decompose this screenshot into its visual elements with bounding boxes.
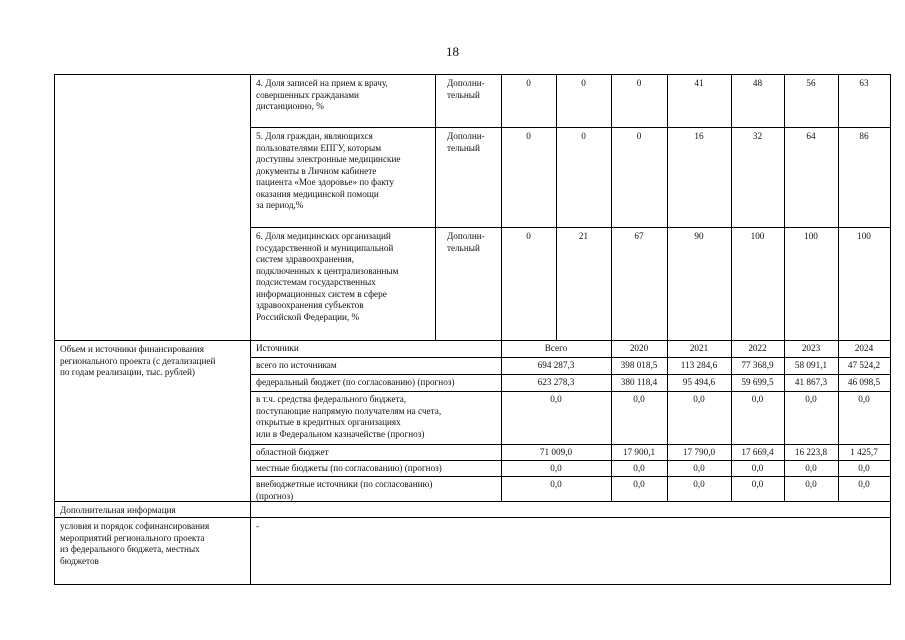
indicator-type: тельный bbox=[447, 142, 480, 153]
indicator-type: Дополни- bbox=[447, 131, 485, 141]
financing-year-value: 41 867,3 bbox=[794, 377, 828, 387]
table-right-border bbox=[890, 74, 891, 585]
table-top-border bbox=[54, 74, 891, 75]
financing-total: 0,0 bbox=[550, 463, 562, 473]
financing-year-value: 47 524,2 bbox=[847, 360, 881, 370]
indicator-type: тельный bbox=[447, 242, 480, 253]
indicator-value: 64 bbox=[806, 131, 816, 141]
indicator-value: 16 bbox=[694, 131, 704, 141]
financing-year-value: 17 669,4 bbox=[741, 447, 774, 457]
indicator-name: документы в Личном кабинете bbox=[256, 165, 377, 176]
year-header: 2022 bbox=[748, 343, 767, 353]
table-bottom-border bbox=[54, 584, 891, 585]
indicator-name: 6. Доля медицинских организаций bbox=[256, 231, 391, 241]
indicator-value: 56 bbox=[806, 78, 816, 88]
year-header: 2024 bbox=[854, 343, 874, 353]
financing-row-divider bbox=[250, 460, 891, 461]
indicator-name: Российской Федерации, % bbox=[256, 311, 360, 322]
indicator-column-border bbox=[501, 74, 502, 341]
indicator-value: 0 bbox=[581, 131, 586, 141]
financing-year-value: 17 790,0 bbox=[682, 447, 716, 457]
indicator-name: систем здравоохранения, bbox=[256, 254, 354, 264]
financing-source: федеральный бюджет (по согласованию) (прогноз) bbox=[256, 377, 455, 387]
financing-total: 694 287,3 bbox=[537, 360, 575, 370]
financing-year-value: 46 098,5 bbox=[847, 377, 881, 387]
financing-year-value: 0,0 bbox=[805, 479, 817, 489]
page-number: 18 bbox=[446, 44, 459, 59]
financing-total: 623 278,3 bbox=[537, 377, 575, 387]
indicator-value: 86 bbox=[859, 131, 869, 141]
additional-info-heading: Дополнительная информация bbox=[60, 505, 176, 515]
financing-label: Объем и источники финансирования bbox=[60, 344, 204, 354]
financing-year-value: 16 223,8 bbox=[794, 447, 828, 457]
indicator-type: Дополни- bbox=[447, 231, 485, 241]
financing-source: открытые в кредитных организациях bbox=[256, 417, 401, 427]
cofinancing-value: - bbox=[256, 521, 260, 531]
indicator-type: тельный bbox=[447, 89, 480, 100]
indicator-value: 0 bbox=[526, 78, 531, 88]
indicator-value: 0 bbox=[526, 231, 531, 241]
financing-total: 0,0 bbox=[550, 394, 562, 404]
financing-year-value: 59 699,5 bbox=[741, 377, 774, 387]
indicator-name: 4. Доля записей на прием к врачу, bbox=[256, 78, 388, 88]
financing-row-divider bbox=[250, 391, 891, 392]
financing-label: регионального проекта (с детализацией bbox=[60, 355, 216, 366]
indicator-name: подсистемам государственных bbox=[256, 277, 376, 287]
indicator-value: 32 bbox=[752, 131, 763, 141]
financing-year-value: 0,0 bbox=[805, 394, 817, 404]
indicator-value: 90 bbox=[694, 231, 704, 241]
indicator-name: дистанционно, % bbox=[256, 101, 324, 111]
indicator-name: оказания медицинской помощи bbox=[256, 188, 379, 199]
financing-year-value: 0,0 bbox=[633, 394, 645, 404]
financing-source: поступающие напрямую получателям на счета, bbox=[256, 405, 442, 416]
financing-year-value: 380 118,4 bbox=[620, 377, 658, 387]
financing-year-value: 0,0 bbox=[858, 479, 870, 489]
indicator-column-border bbox=[731, 74, 732, 341]
financing-year-value: 58 091,1 bbox=[794, 360, 828, 370]
financing-year-value: 77 368,9 bbox=[741, 360, 774, 370]
table-left-border bbox=[54, 74, 55, 585]
financing-total: 0,0 bbox=[550, 479, 562, 489]
indicator-value: 63 bbox=[859, 78, 869, 88]
indicator-value: 0 bbox=[581, 78, 586, 88]
financing-year-value: 17 900,1 bbox=[622, 447, 656, 457]
year-header: 2020 bbox=[629, 343, 649, 353]
indicator-value: 0 bbox=[526, 131, 531, 141]
financing-year-value: 0,0 bbox=[858, 394, 870, 404]
financing-source: областной бюджет bbox=[256, 447, 329, 457]
label-column-border bbox=[250, 74, 251, 518]
indicator-name: пациента «Мое здоровье» по факту bbox=[256, 177, 395, 187]
cofinancing-label: бюджетов bbox=[60, 555, 99, 566]
indicator-name: 5. Доля граждан, являющихся bbox=[256, 131, 373, 141]
financing-row-divider bbox=[250, 357, 891, 358]
indicator-column-border bbox=[435, 74, 436, 341]
financing-source: всего по источникам bbox=[256, 360, 337, 370]
indicator-row-divider bbox=[250, 227, 891, 228]
financing-year-value: 0,0 bbox=[751, 463, 764, 473]
indicator-name: совершенных гражданами bbox=[256, 89, 359, 100]
indicator-value: 0 bbox=[636, 131, 642, 141]
financing-year-value: 113 284,6 bbox=[680, 360, 718, 370]
financing-year-value: 1 425,7 bbox=[850, 447, 878, 457]
financing-year-value: 0,0 bbox=[858, 463, 870, 473]
cofinancing-label: условия и порядок софинансирования bbox=[60, 521, 210, 531]
indicator-name: доступны электронные медицинские bbox=[256, 154, 401, 164]
financing-year-value: 95 494,6 bbox=[682, 377, 716, 387]
indicator-column-border bbox=[838, 74, 839, 341]
indicator-value: 67 bbox=[634, 231, 644, 241]
indicator-row-divider bbox=[250, 127, 891, 128]
cofinancing-label: мероприятий регионального проекта bbox=[60, 532, 205, 543]
financing-total: 71 009,0 bbox=[539, 447, 573, 457]
indicator-column-border bbox=[611, 74, 612, 341]
indicator-column-border bbox=[667, 74, 668, 341]
financing-row-divider bbox=[250, 476, 891, 477]
indicator-value: 100 bbox=[804, 231, 818, 241]
financing-year-value: 0,0 bbox=[633, 479, 645, 489]
financing-year-value: 0,0 bbox=[751, 479, 764, 489]
financing-year-value: 398 018,5 bbox=[620, 360, 658, 370]
financing-year-value: 0,0 bbox=[751, 394, 764, 404]
indicator-column-border bbox=[784, 74, 785, 341]
financing-year-value: 0,0 bbox=[693, 394, 705, 404]
financing-year-value: 0,0 bbox=[693, 463, 705, 473]
label-column-border bbox=[250, 517, 251, 585]
indicator-value: 41 bbox=[694, 78, 704, 88]
indicator-name: пользователями ЕПГУ, которым bbox=[256, 142, 382, 153]
financing-source: в т.ч. средства федерального бюджета, bbox=[256, 394, 407, 404]
financing-row-divider bbox=[250, 374, 891, 375]
sources-header: Источники bbox=[256, 343, 299, 353]
year-header: 2023 bbox=[801, 343, 821, 353]
indicator-name: здравоохранения субъектов bbox=[256, 300, 364, 310]
financing-source: внебюджетные источники (по согласованию) bbox=[256, 479, 433, 489]
financing-source: местные бюджеты (по согласованию) (прогноз) bbox=[256, 463, 442, 473]
financing-label: по годам реализации, тыс. рублей) bbox=[60, 367, 195, 377]
indicator-name: подключенных к централизованным bbox=[256, 265, 399, 276]
indicator-name: информационных систем в сфере bbox=[256, 288, 387, 299]
financing-source: или в Федеральном казначействе (прогноз) bbox=[256, 428, 425, 439]
financing-year-value: 0,0 bbox=[633, 463, 645, 473]
indicator-type: Дополни- bbox=[447, 78, 485, 88]
section-divider bbox=[54, 501, 891, 502]
section-divider bbox=[54, 340, 891, 341]
financing-source: (прогноз) bbox=[256, 490, 294, 501]
indicator-value: 0 bbox=[636, 78, 642, 88]
indicator-column-border bbox=[556, 74, 557, 341]
indicator-value: 21 bbox=[578, 231, 589, 241]
indicator-name: за период,% bbox=[256, 200, 304, 210]
cofinancing-label: из федерального бюджета, местных bbox=[60, 544, 200, 554]
year-header: 2021 bbox=[689, 343, 709, 353]
indicator-value: 100 bbox=[750, 231, 765, 241]
section-divider bbox=[54, 517, 891, 518]
financing-year-value: 0,0 bbox=[693, 479, 705, 489]
indicator-name: государственной и муниципальной bbox=[256, 242, 394, 253]
financing-year-value: 0,0 bbox=[805, 463, 817, 473]
total-header: Всего bbox=[544, 343, 568, 353]
indicator-value: 48 bbox=[752, 78, 763, 88]
indicator-value: 100 bbox=[857, 231, 871, 241]
financing-row-divider bbox=[250, 444, 891, 445]
